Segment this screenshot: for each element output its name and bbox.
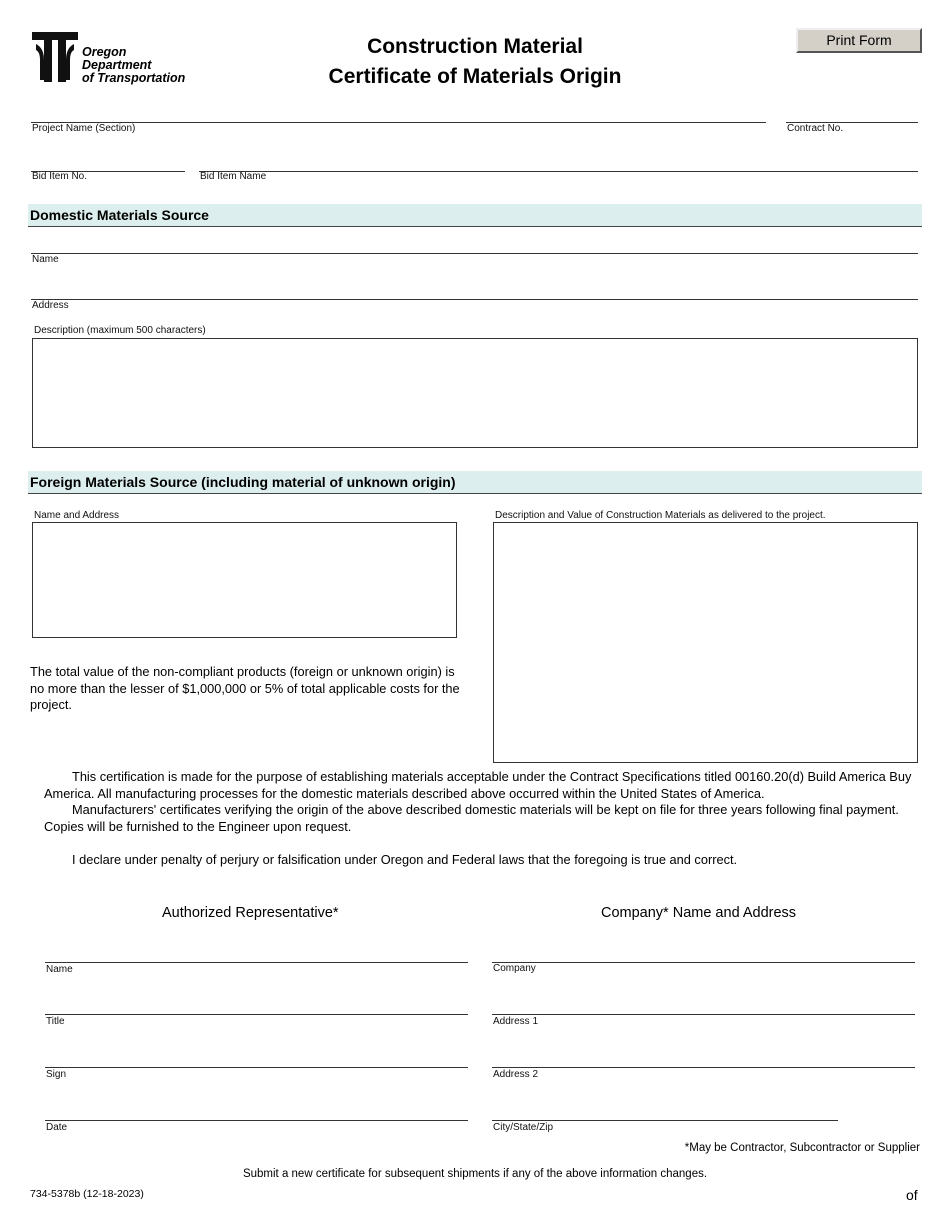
rep-date-label: Date bbox=[46, 1122, 68, 1133]
odot-logo-icon bbox=[30, 30, 80, 84]
rep-sign-label: Sign bbox=[46, 1069, 67, 1080]
foreign-name-address-textarea[interactable] bbox=[32, 522, 457, 638]
domestic-name-input[interactable] bbox=[31, 253, 918, 254]
form-number: 734-5378b (12-18-2023) bbox=[30, 1188, 144, 1200]
form-title-line1: Construction Material bbox=[367, 35, 583, 58]
certification-paragraph-1: This certification is made for the purpose of establishing materials acceptable under the Contract Specifications titled 00160.20(d) Build America Buy America. All manufacturing processes for the domestic materials described above occurred within the United States of America. bbox=[44, 769, 912, 801]
certification-paragraph-2: Manufacturers' certificates verifying the origin of the above described domestic materials will be kept on file for three years following final payment. Copies will be furnished to the Engineer upon request. bbox=[44, 802, 899, 834]
foreign-description-value-textarea[interactable] bbox=[493, 522, 918, 763]
company-heading: Company* Name and Address bbox=[601, 905, 797, 921]
footnote-text: *May be Contractor, Subcontractor or Supplier bbox=[684, 1142, 920, 1154]
company-city-state-zip-label: City/State/Zip bbox=[493, 1122, 554, 1133]
company-address1-input[interactable] bbox=[492, 1014, 915, 1015]
declaration-text: I declare under penalty of perjury or falsification under Oregon and Federal laws that the foregoing is true and correct. bbox=[72, 852, 738, 867]
odot-logo bbox=[30, 30, 215, 88]
foreign-description-value-label: Description and Value of Construction Materials as delivered to the project. bbox=[495, 510, 826, 521]
domestic-description-textarea[interactable] bbox=[32, 338, 918, 448]
company-city-state-zip-input[interactable] bbox=[492, 1120, 838, 1121]
rep-title-input[interactable] bbox=[45, 1014, 468, 1015]
project-name-label: Project Name (Section) bbox=[32, 123, 136, 134]
authorized-representative-heading: Authorized Representative* bbox=[162, 905, 339, 921]
company-name-label: Company bbox=[493, 963, 536, 974]
print-form-button[interactable]: Print Form bbox=[796, 28, 922, 53]
domestic-address-label: Address bbox=[32, 300, 69, 311]
form-title bbox=[270, 32, 680, 92]
foreign-section-title: Foreign Materials Source (including material of unknown origin) bbox=[30, 474, 456, 490]
rep-date-input[interactable] bbox=[45, 1120, 468, 1121]
rep-sign-input[interactable] bbox=[45, 1067, 468, 1068]
rep-title-label: Title bbox=[46, 1016, 65, 1027]
company-name-input[interactable] bbox=[492, 962, 915, 963]
page-of-text: of bbox=[906, 1187, 918, 1203]
foreign-name-address-label: Name and Address bbox=[34, 510, 120, 521]
rep-name-label: Name bbox=[46, 964, 73, 975]
domestic-section-title: Domestic Materials Source bbox=[30, 207, 209, 223]
company-address2-input[interactable] bbox=[492, 1067, 915, 1068]
bid-item-name-input[interactable] bbox=[199, 171, 918, 172]
rep-name-input[interactable] bbox=[45, 962, 468, 963]
domestic-name-label: Name bbox=[32, 254, 59, 265]
foreign-section-header bbox=[28, 471, 922, 494]
form-title-line2: Certificate of Materials Origin bbox=[328, 65, 622, 88]
contract-no-label: Contract No. bbox=[787, 123, 844, 134]
noncompliant-limit-text: The total value of the non-compliant products (foreign or unknown origin) is no more than the lesser of $1,000,000 or 5% of total applicable costs for the project. bbox=[30, 664, 460, 712]
company-address1-label: Address 1 bbox=[493, 1016, 539, 1027]
bid-item-name-label: Bid Item Name bbox=[200, 171, 267, 182]
logo-text-department: Department bbox=[82, 58, 152, 72]
company-address2-label: Address 2 bbox=[493, 1069, 539, 1080]
domestic-address-input[interactable] bbox=[31, 299, 918, 300]
bid-item-no-label: Bid Item No. bbox=[32, 171, 88, 182]
domestic-section-header bbox=[28, 204, 922, 227]
domestic-description-label: Description (maximum 500 characters) bbox=[34, 325, 206, 336]
submit-note: Submit a new certificate for subsequent shipments if any of the above information changes. bbox=[242, 1168, 708, 1180]
logo-text-oregon: Oregon bbox=[82, 45, 127, 59]
logo-text-transportation: of Transportation bbox=[82, 71, 186, 85]
project-name-input[interactable] bbox=[31, 122, 766, 123]
